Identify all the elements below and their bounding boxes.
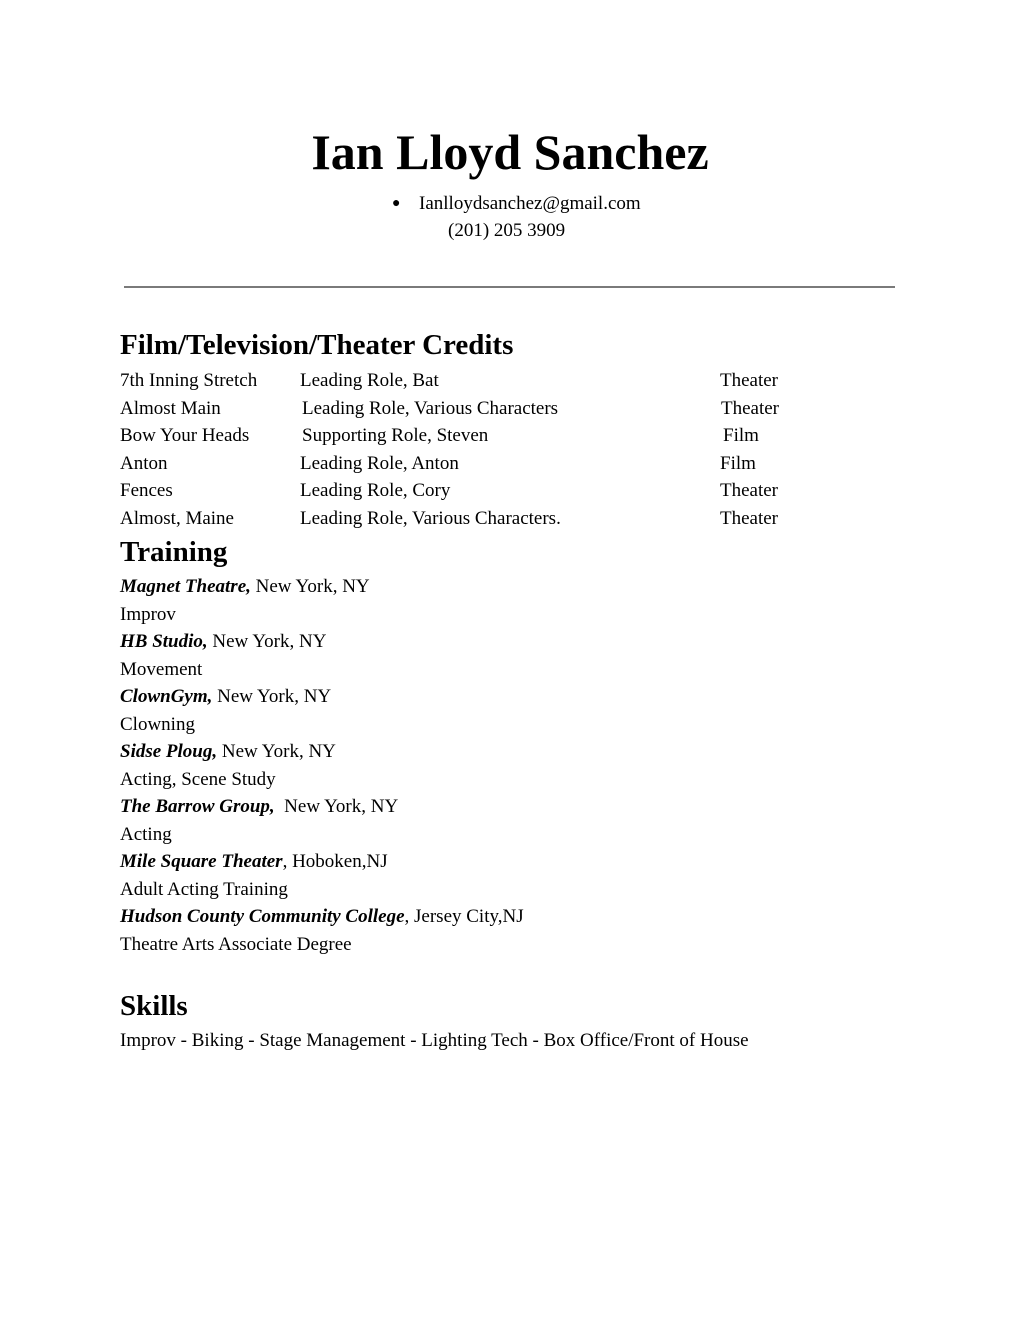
header-divider: [124, 286, 895, 288]
training-institution: HB Studio,: [120, 631, 208, 652]
credit-row: [120, 477, 820, 505]
contact-block: [392, 190, 641, 244]
skills-text: Improv - Biking - Stage Management - Lighting Tech - Box Office/Front of House: [120, 1030, 749, 1051]
training-institution: Mile Square Theater: [120, 851, 283, 872]
credit-type: Theater: [720, 370, 779, 391]
credit-role: Leading Role, Various Characters: [302, 397, 559, 419]
training-focus: Movement: [120, 658, 203, 680]
training-entry: [120, 903, 524, 931]
credit-row: [120, 367, 820, 395]
resume-name: Ian Lloyd Sanchez: [311, 124, 709, 180]
credit-title: Almost, Maine: [120, 507, 234, 529]
training-location: New York, NY: [212, 631, 327, 652]
credit-type: Theater: [721, 397, 780, 419]
credit-row: [120, 505, 820, 533]
training-heading: Training: [120, 536, 228, 568]
credit-role: Leading Role, Anton: [300, 452, 459, 474]
credit-title: 7th Inning Stretch: [120, 370, 258, 391]
training-list: [120, 573, 524, 958]
training-location: New York, NY: [217, 686, 332, 707]
training-institution: The Barrow Group,: [120, 796, 275, 817]
training-institution: Hudson County Community College: [120, 906, 405, 927]
credit-title: Fences: [120, 480, 173, 501]
credits-heading: Film/Television/Theater Credits: [120, 329, 514, 361]
credit-role: Supporting Role, Steven: [302, 425, 489, 446]
training-focus: Acting: [120, 823, 172, 845]
training-focus: Clowning: [120, 713, 195, 735]
credit-type: Theater: [720, 507, 779, 529]
training-entry: [120, 793, 524, 821]
credit-role: Leading Role, Bat: [300, 370, 439, 391]
credit-type: Film: [723, 425, 759, 446]
credit-row: [120, 395, 820, 423]
email-row: [392, 190, 641, 217]
credit-row: [120, 450, 820, 478]
training-focus: Adult Acting Training: [120, 878, 288, 900]
training-focus: Theatre Arts Associate Degree: [120, 933, 352, 955]
training-entry: [120, 683, 524, 711]
credit-type: Film: [720, 452, 756, 474]
skills-heading: Skills: [120, 990, 188, 1022]
training-location: , Jersey City,NJ: [404, 906, 524, 927]
training-institution: Sidse Ploug,: [120, 741, 218, 762]
credit-role: Leading Role, Cory: [300, 480, 451, 501]
training-location: , Hoboken,NJ: [282, 851, 388, 872]
training-institution: ClownGym,: [120, 686, 213, 707]
credit-row: [120, 422, 820, 450]
credit-role: Leading Role, Various Characters.: [300, 507, 561, 529]
phone-text: (201) 205 3909: [448, 220, 566, 241]
training-location: New York, NY: [284, 796, 399, 817]
training-entry: [120, 848, 524, 876]
training-entry: [120, 573, 524, 601]
credit-title: Anton: [120, 452, 168, 474]
training-focus: Acting, Scene Study: [120, 768, 276, 790]
credit-title: Almost Main: [120, 397, 221, 419]
training-location: New York, NY: [255, 576, 370, 597]
email-text: Ianlloydsanchez@gmail.com: [419, 193, 641, 214]
training-focus: Improv: [120, 603, 176, 625]
training-institution: Magnet Theatre,: [120, 576, 251, 597]
training-entry: [120, 738, 524, 766]
credit-title: Bow Your Heads: [120, 425, 250, 446]
bullet-icon: ●: [392, 196, 401, 211]
training-entry: [120, 628, 524, 656]
credit-type: Theater: [720, 480, 779, 501]
training-location: New York, NY: [221, 741, 336, 762]
phone-row: [392, 217, 641, 244]
credits-table: [120, 367, 820, 532]
